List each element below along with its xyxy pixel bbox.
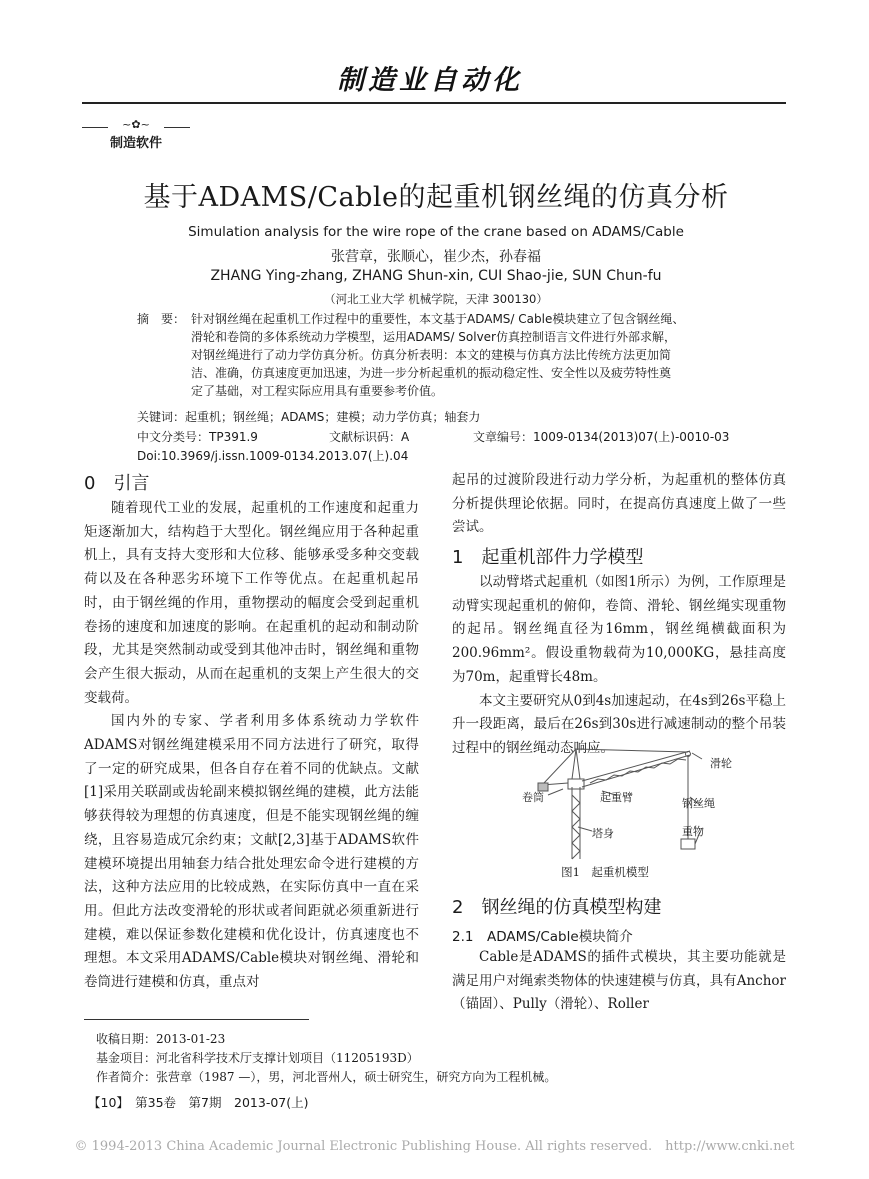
label-boom: 起重臂 — [600, 791, 633, 804]
abstract-text — [191, 310, 741, 400]
section-heading-intro: 0 引言 — [84, 473, 150, 494]
section-1-text — [452, 571, 786, 761]
paragraph: 随着现代工业的发展，起重机的工作速度和起重力矩逐渐加大，结构趋于大型化。钢丝绳应用于各种起重机上，具有支持大变形和大位移、能够承受多种交变载荷以及在各种恶劣环境下工作等优点。在起重机起吊时，由于钢丝绳的作用，重物摆动的幅度会受到起重机卷扬的速度和加速度的影响。在起重机的起动和制动阶段，尤其是突然制动或受到其他冲击时，钢丝绳和重物会产生很大振动，从而在起重机的支架上产生很大的交变载荷。 — [84, 500, 419, 706]
footnote-received: 收稿日期：2013-01-23 — [96, 1032, 226, 1046]
abstract-line: 对钢丝绳进行了动力学仿真分析。仿真分析表明：本文的建模与仿真方法比传统方法更加简 — [191, 348, 672, 362]
crane-figure — [520, 747, 740, 862]
figure-caption: 图1 起重机模型 — [561, 865, 649, 879]
label-rope: 钢丝绳 — [682, 797, 715, 810]
journal-name: 制造业自动化 — [337, 65, 523, 96]
crane-diagram — [520, 747, 740, 862]
label-pulley: 滑轮 — [710, 757, 732, 770]
paragraph: Cable是ADAMS的插件式模块，其主要功能就是满足用户对绳索类物体的快速建模与仿真，具有Anchor（锚固）、Pully（滑轮）、Roller — [452, 949, 786, 1013]
abstract-line: 滑轮和卷筒的多体系统动力学模型，运用ADAMS/ Solver仿真控制语言文件进行外部求解， — [191, 330, 676, 344]
ornament-icon: ~✿~ — [122, 118, 150, 131]
abstract-label: 摘 要： — [137, 312, 186, 326]
authors-chinese: 张营章，张顺心，崔少杰，孙春福 — [331, 249, 541, 265]
label-tower: 塔身 — [592, 827, 614, 840]
keywords: 关键词：起重机；钢丝绳；ADAMS；建模；动力学仿真；轴套力 — [137, 410, 481, 424]
header-rule — [82, 102, 786, 104]
page-info: 【10】 第35卷 第7期 2013-07(上) — [88, 1095, 309, 1110]
doi: Doi:10.3969/j.issn.1009-0134.2013.07(上).04 — [137, 449, 409, 463]
ornament-line-right — [164, 127, 190, 128]
label-drum: 卷筒 — [522, 791, 544, 804]
copyright-notice: © 1994-2013 China Academic Journal Electronic Publishing House. All rights reserved. http://www.cnki.net — [74, 1139, 795, 1154]
footnotes — [96, 1030, 776, 1087]
article-number: 文章编号：1009-0134(2013)07(上)-0010-03 — [473, 430, 730, 444]
section-heading-1: 1 起重机部件力学模型 — [452, 547, 644, 568]
document-code: 文献标识码：A — [329, 430, 410, 444]
section-badge — [80, 118, 192, 156]
subsection-heading-2-1: 2.1 ADAMS/Cable模块简介 — [452, 929, 633, 945]
paragraph: 本文主要研究从0到4s加速起动，在4s到26s平稳上升一段距离，最后在26s到30s进行减速制动的整个吊装过程中的钢丝绳动态响应。 — [452, 692, 786, 756]
intro-text — [84, 497, 419, 995]
footnote-author-bio: 作者简介：张营章（1987 —），男，河北晋州人，硕士研究生，研究方向为工程机械。 — [96, 1070, 557, 1084]
clc-number: 中文分类号：TP391.9 — [137, 430, 258, 444]
abstract-line: 洁、准确，仿真速度更加迅速，为进一步分析起重机的振动稳定性、安全性以及疲劳特性奠 — [191, 366, 672, 380]
subsection-2-1-text — [452, 946, 786, 1017]
abstract-line: 定了基础，对工程实际应用具有重要参考价值。 — [191, 384, 444, 398]
title-english: Simulation analysis for the wire rope of the crane based on ADAMS/Cable — [188, 224, 684, 240]
abstract-line: 针对钢丝绳在起重机工作过程中的重要性，本文基于ADAMS/ Cable模块建立了包含钢丝绳、 — [191, 312, 685, 326]
paragraph: 起吊的过渡阶段进行动力学分析，为起重机的整体仿真分析提供理论依据。同时，在提高仿真速度上做了一些尝试。 — [452, 472, 786, 536]
section-label: 制造软件 — [109, 136, 162, 151]
authors-english: ZHANG Ying-zhang, ZHANG Shun-xin, CUI Shao-jie, SUN Chun-fu — [210, 268, 662, 284]
paragraph: 以动臂塔式起重机（如图1所示）为例，工作原理是动臂实现起重机的俯仰，卷筒、滑轮、钢丝绳实现重物的起吊。钢丝绳直径为16mm，钢丝绳横截面积为200.96mm²。假设重物载荷为10,000KG，悬挂高度为70m，起重臂长48m。 — [452, 574, 786, 685]
title-chinese: 基于ADAMS/Cable的起重机钢丝绳的仿真分析 — [143, 182, 729, 213]
affiliation: （河北工业大学 机械学院，天津 300130） — [324, 292, 548, 306]
footnote-rule — [84, 1019, 309, 1020]
section-heading-2: 2 钢丝绳的仿真模型构建 — [452, 897, 662, 918]
footnote-funding: 基金项目：河北省科学技术厅支撑计划项目（11205193D） — [96, 1051, 419, 1065]
label-load: 重物 — [682, 825, 704, 838]
paragraph: 国内外的专家、学者利用多体系统动力学软件ADAMS对钢丝绳建模采用不同方法进行了研究，取得了一定的研究成果，但各自存在着不同的优缺点。文献[1]采用关联副或齿轮副来模拟钢丝绳的建模，此方法能够获得较为理想的仿真速度，但是不能实现钢丝绳的缠绕，且容易造成冗余约束；文献[2,3]基于ADAMS软件建模环境提出用轴套力结合批处理宏命令进行建模的方法，这种方法应用的比较成熟，在实际仿真中一直在采用。但此方法改变滑轮的形状或者间距就必须重新进行建模，难以保证参数化建模和优化设计，仿真速度也不理想。本文采用ADAMS/Cable模块对钢丝绳、滑轮和卷筒进行建模和仿真，重点对 — [84, 713, 419, 991]
intro-continued — [452, 469, 786, 540]
